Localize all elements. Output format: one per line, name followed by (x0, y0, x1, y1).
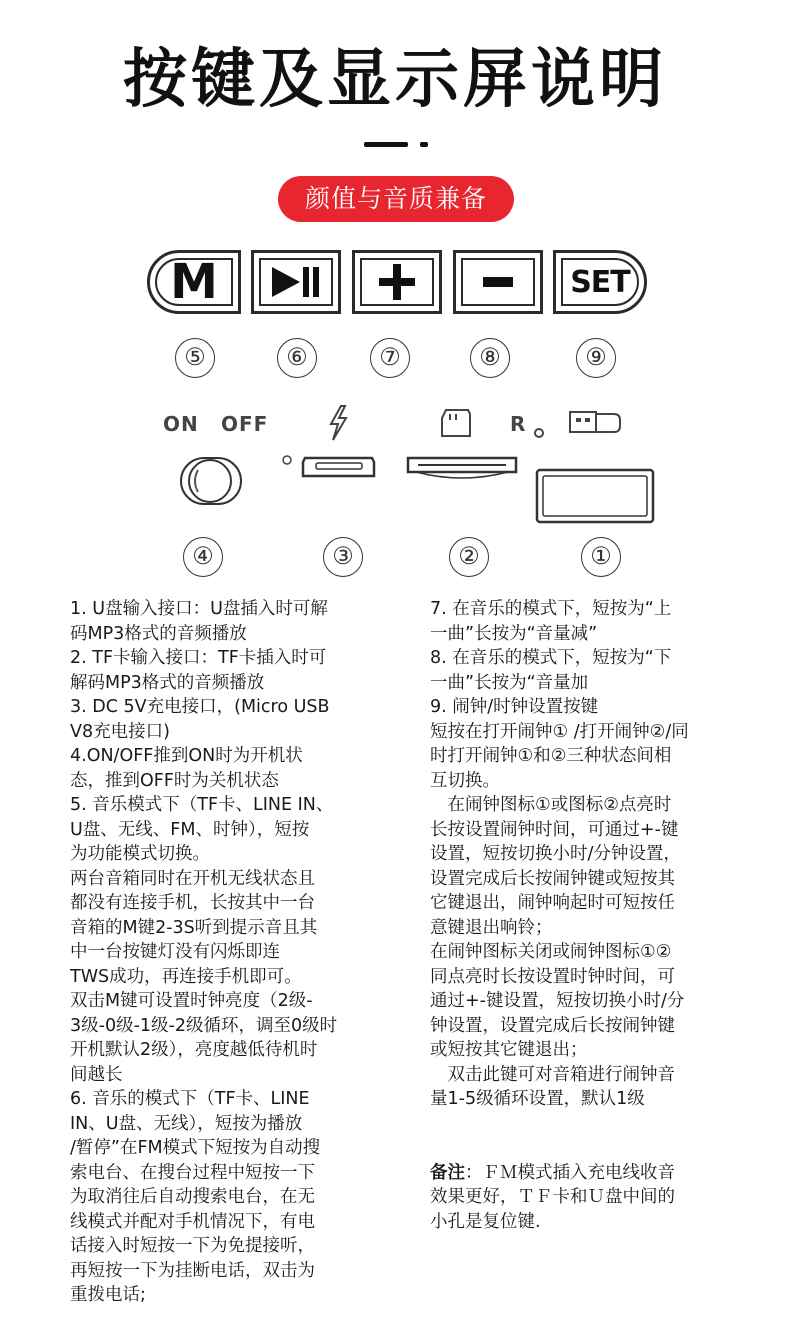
text-line: V8充电接口) (70, 721, 170, 742)
spacer (430, 1136, 770, 1161)
text-line: 开机默认2级），亮度越低待机时 (70, 1040, 318, 1060)
text-line: 双击M键可设置时钟亮度（2级- (70, 991, 313, 1011)
note-label: 备注 (430, 1162, 465, 1183)
text-line: 3级-0级-1级-2级循环，调至0级时 (70, 1015, 338, 1036)
text-line: 3. DC 5V充电接口，(Micro USB (70, 697, 330, 717)
text-line: 通过+-键设置，短按切换小时/分 (430, 991, 685, 1011)
text-line: 为取消往后自动搜索电台，在无 (70, 1187, 315, 1207)
text-line: 一曲”长按为“音量加 (430, 672, 589, 693)
text-line: 再短按一下为挂断电话，双击为 (70, 1260, 315, 1281)
note-line (430, 1161, 770, 1186)
number-3: ③ (323, 537, 363, 577)
text-line: 设置完成后长按闹钟键或短按其 (430, 868, 675, 889)
text-line: 重拨电话; (70, 1285, 146, 1305)
text-line: 解码MP3格式的音频播放 (70, 672, 265, 693)
number-4: ④ (183, 537, 223, 577)
switch-off-label: OFF (221, 412, 269, 436)
text-line: 音箱的M键2-3S听到提示音且其 (70, 917, 318, 938)
spacer (430, 1112, 770, 1137)
text-line: 都没有连接手机，长按其中一台 (70, 893, 315, 913)
text-line: 7. 在音乐的模式下，短按为“上 (430, 599, 672, 619)
text-line: 在闹钟图标①或图标②点亮时 (430, 795, 672, 815)
text-line: 它键退出，闹钟响起时可短按任 (430, 893, 675, 913)
text-line: 间越长 (70, 1064, 123, 1085)
play-pause-icon (270, 265, 322, 299)
text-line: 长按设置闹钟时间，可通过+-键 (430, 819, 679, 840)
text-line: 中一台按键灯没有闪烁即连 (70, 942, 280, 962)
micro-usb-port-icon (303, 458, 374, 476)
text-line: 8. 在音乐的模式下，短按为“下 (430, 648, 672, 668)
tf-card-slot-icon (408, 458, 516, 478)
number-5: ⑤ (175, 338, 215, 378)
text-line: 一曲”长按为“音量减” (430, 623, 598, 644)
text-line: 量1-5级循环设置，默认1级 (430, 1089, 645, 1109)
number-7: ⑦ (370, 338, 410, 378)
text-line: 设置，短按切换小时/分钟设置， (430, 844, 681, 864)
text-line: 短按在打开闹钟① /打开闹钟②/同 (430, 721, 689, 742)
text-line: IN、U盘、无线），短按为播放 (70, 1113, 303, 1134)
text-line: U盘、无线、FM、时钟），短按 (70, 819, 310, 840)
plus-icon (377, 262, 417, 302)
set-button-label: SET (570, 264, 630, 300)
text-line: 同点亮时长按设置时钟时间，可 (430, 966, 675, 987)
note-line: 效果更好，ＴＦ卡和Ｕ盘中间的 (430, 1187, 675, 1207)
text-line: 两台音箱同时在开机无线状态且 (70, 868, 315, 889)
text-line: 或短按其它键退出； (430, 1040, 588, 1060)
set-button-diagram (553, 250, 647, 314)
number-6: ⑥ (277, 338, 317, 378)
text-line: 钟设置，设置完成后长按闹钟键 (430, 1015, 675, 1036)
reset-hole-icon (535, 429, 543, 437)
mode-button-label: M (170, 254, 218, 310)
lightning-icon (331, 406, 346, 440)
text-line: 码MP3格式的音频播放 (70, 623, 247, 644)
text-line: 时打开闹钟①和②三种状态间相 (430, 746, 672, 766)
text-line: 5. 音乐模式下（TF卡、LINE IN、 (70, 795, 334, 815)
text-line: 线模式并配对手机情况下，有电 (70, 1211, 315, 1232)
title-divider-dot (420, 142, 428, 147)
text-line: 互切换。 (430, 770, 500, 791)
led-indicator-icon (283, 456, 291, 464)
usb-port-icon (537, 470, 653, 522)
number-8: ⑧ (470, 338, 510, 378)
text-line: TWS成功，再连接手机即可。 (70, 966, 302, 987)
page-title: 按键及显示屏说明 (123, 43, 667, 117)
usb-stick-icon (570, 412, 620, 432)
instructions-right-column (430, 597, 770, 1234)
note-line: 小孔是复位键. (430, 1211, 541, 1232)
feature-badge: 颜值与音质兼备 (278, 176, 514, 222)
sd-card-icon (442, 410, 470, 436)
text-line: 1. U盘输入接口：U盘插入时可解 (70, 599, 328, 619)
title-divider-long (364, 142, 408, 147)
reset-label: R (510, 412, 527, 436)
text-line: 2. TF卡输入接口：TF卡插入时可 (70, 648, 327, 668)
text-line: 9. 闹钟/时钟设置按键 (430, 697, 599, 717)
ports-diagram (0, 400, 790, 540)
text-line: 双击此键可对音箱进行闹钟音 (430, 1064, 675, 1085)
instructions-left-column (70, 597, 370, 1308)
note-text: ：ＦＭ模式插入充电线收音 (465, 1162, 675, 1183)
text-line: 索电台、在搜台过程中短按一下 (70, 1162, 315, 1183)
switch-on-label: ON (163, 412, 199, 436)
plus-button-diagram (352, 250, 442, 314)
text-line: 在闹钟图标关闭或闹钟图标①② (430, 942, 672, 962)
minus-button-diagram (453, 250, 543, 314)
mode-button-diagram (147, 250, 241, 314)
text-line: 4.ON/OFF推到ON时为开机状 (70, 746, 303, 766)
text-line: /暂停”在FM模式下短按为自动搜 (70, 1138, 321, 1158)
play-pause-button-diagram (251, 250, 341, 314)
minus-icon (483, 276, 513, 288)
number-1: ① (581, 537, 621, 577)
text-line: 为功能模式切换。 (70, 844, 210, 864)
text-line: 态，推到OFF时为关机状态 (70, 770, 279, 791)
text-line: 6. 音乐的模式下（TF卡、LINE (70, 1089, 310, 1109)
number-9: ⑨ (576, 338, 616, 378)
power-switch-icon (181, 458, 241, 504)
number-2: ② (449, 537, 489, 577)
text-line: 意键退出响铃； (430, 917, 553, 938)
text-line: 话接入时短按一下为免提接听， (70, 1236, 315, 1256)
